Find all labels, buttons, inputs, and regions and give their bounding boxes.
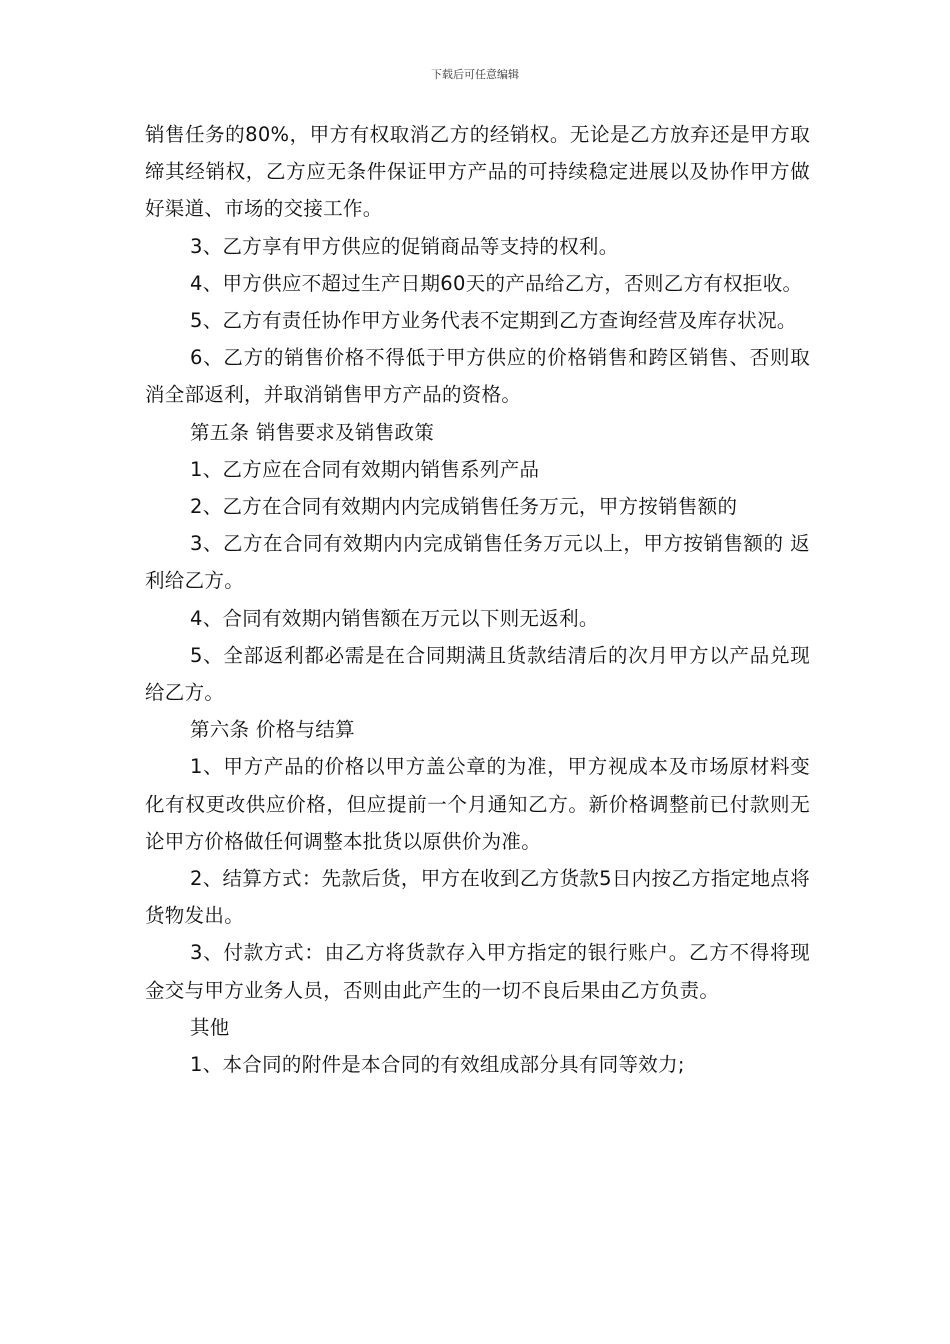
document-body <box>145 116 810 1083</box>
clause-item-2: 2、乙方在合同有效期内内完成销售任务万元，甲方按销售额的 <box>190 495 738 519</box>
clause-item-4: 4、合同有效期内销售额在万元以下则无返利。 <box>190 606 599 630</box>
clause-item-2: 2、结算方式：先款后货，甲方在收到乙方货款5日内按乙方指定地点将货物发出。 <box>145 867 810 928</box>
clause-item-3: 3、付款方式：由乙方将货款存入甲方指定的银行账户。乙方不得将现金交与甲方业务人员，否则由此产生的一切不良后果由乙方负责。 <box>145 941 810 1002</box>
clause-item-5: 5、乙方有责任协作甲方业务代表不定期到乙方查询经营及库存状况。 <box>190 309 797 333</box>
clause-item-6: 6、乙方的销售价格不得低于甲方供应的价格销售和跨区销售、否则取消全部返利，并取消销售甲方产品的资格。 <box>145 346 810 407</box>
clause-item-1: 1、甲方产品的价格以甲方盖公章的为准，甲方视成本及市场原材料变化有权更改供应价格，但应提前一个月通知乙方。新价格调整前已付款则无论甲方价格做任何调整本批货以原供价为准。 <box>145 755 810 853</box>
clause-item-1: 1、本合同的附件是本合同的有效组成部分具有同等效力; <box>190 1053 685 1077</box>
paragraph-continuation: 销售任务的80%，甲方有权取消乙方的经销权。无论是乙方放弃还是甲方取缔其经销权，乙方应无条件保证甲方产品的可持续稳定进展以及协作甲方做好渠道、市场的交接工作。 <box>145 123 810 221</box>
clause-item-3: 3、乙方在合同有效期内内完成销售任务万元以上，甲方按销售额的 返利给乙方。 <box>145 532 810 593</box>
section-heading-5: 第五条 销售要求及销售政策 <box>190 420 435 444</box>
clause-item-1: 1、乙方应在合同有效期内销售系列产品 <box>190 457 540 481</box>
section-heading-6: 第六条 价格与结算 <box>190 718 355 742</box>
clause-item-3: 3、乙方享有甲方供应的促销商品等支持的权利。 <box>190 234 619 258</box>
clause-item-5: 5、全部返利都必需是在合同期满且货款结清后的次月甲方以产品兑现给乙方。 <box>145 643 810 705</box>
page-header: 下载后可任意编辑 <box>431 68 519 81</box>
section-heading-other: 其他 <box>190 1015 230 1039</box>
clause-item-4: 4、甲方供应不超过生产日期60天的产品给乙方，否则乙方有权拒收。 <box>190 271 803 295</box>
